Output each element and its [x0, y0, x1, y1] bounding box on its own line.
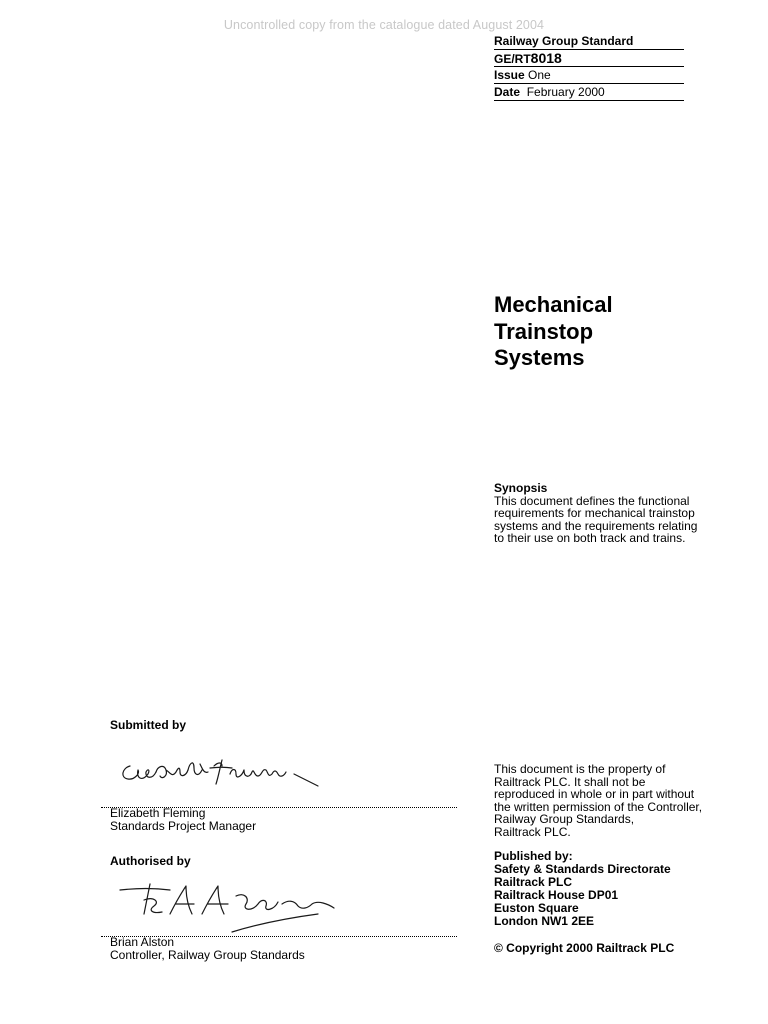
- authoriser-signature: [118, 878, 348, 936]
- document-header: [494, 33, 684, 101]
- doc-number-row: [494, 50, 684, 67]
- authoriser-name: Brian Alston: [110, 935, 175, 949]
- submitter: [110, 807, 256, 832]
- doc-number: 8018: [530, 50, 562, 66]
- copyright: © Copyright 2000 Railtrack PLC: [494, 941, 675, 955]
- date-label: Date: [494, 85, 521, 99]
- watermark: Uncontrolled copy from the catalogue dated August 2004: [223, 18, 545, 32]
- synopsis-text: This document defines the functional requirements for mechanical trainstop systems and the requirements relating to their use on both track and trains.: [494, 493, 698, 546]
- publisher-label: Published by:: [494, 849, 573, 863]
- publisher-line-4: Euston Square: [494, 901, 579, 915]
- date-value: February 2000: [526, 85, 605, 99]
- authoriser: [110, 936, 305, 961]
- publisher-line-2: Railtrack PLC: [494, 875, 573, 889]
- submitter-role: Standards Project Manager: [110, 818, 257, 833]
- publisher-block: [494, 850, 709, 928]
- synopsis-heading: Synopsis: [494, 481, 548, 495]
- authorised-by-label: Authorised by: [110, 854, 191, 868]
- title-line-1: Mechanical: [494, 292, 613, 317]
- property-notice: This document is the property of Railtrack PLC. It shall not be reproduced in whole or in part without the written permission of the Controller, Railway Group Standards, Railtrack PLC.: [494, 762, 703, 839]
- issue-row: [494, 67, 684, 84]
- issue-label: Issue: [494, 68, 525, 82]
- document-title: [494, 292, 754, 372]
- submitter-signature: [118, 752, 328, 794]
- submitted-by-label: Submitted by: [110, 718, 187, 732]
- publisher-line-5: London NW1 2EE: [494, 914, 594, 928]
- standard-label-row: [494, 33, 684, 50]
- doc-prefix: GE/RT: [494, 52, 531, 66]
- standard-label: Railway Group Standard: [494, 34, 634, 48]
- title-line-2: Trainstop: [494, 318, 594, 344]
- authoriser-role: Controller, Railway Group Standards: [110, 947, 305, 962]
- publisher-line-1: Safety & Standards Directorate: [494, 862, 671, 876]
- submitter-name: Elizabeth Fleming: [110, 806, 206, 820]
- synopsis: [494, 482, 709, 545]
- publisher-line-3: Railtrack House DP01: [494, 888, 619, 902]
- issue-value: One: [528, 68, 551, 82]
- date-row: [494, 84, 684, 101]
- title-line-3: Systems: [494, 345, 585, 370]
